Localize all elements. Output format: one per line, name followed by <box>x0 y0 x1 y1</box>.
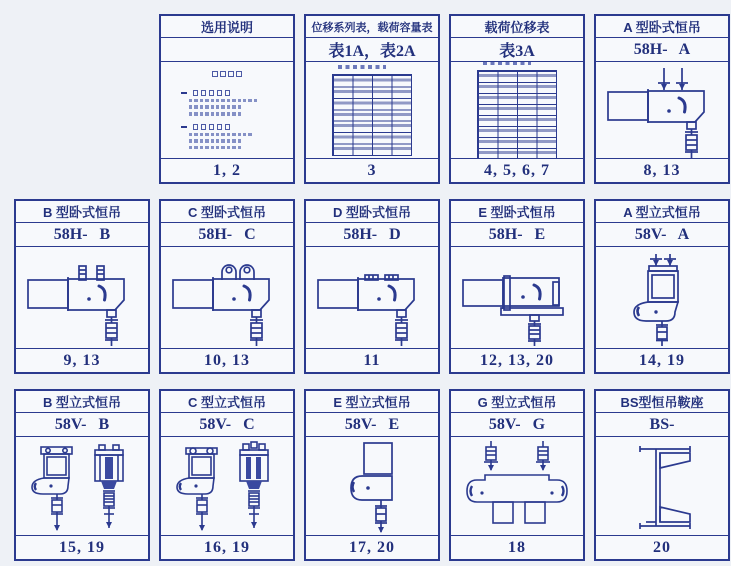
card-title: BS型恒吊鞍座 <box>596 391 728 413</box>
card-page-refs: 11 <box>306 348 438 372</box>
card-page-refs: 14, 19 <box>596 348 728 372</box>
type-g-vertical-hanger-drawing <box>451 438 583 534</box>
card-page-refs: 8, 13 <box>596 158 728 182</box>
card-58v-b <box>14 389 150 561</box>
card-load-displacement-table <box>449 14 585 184</box>
card-model-code: 58V- A <box>596 223 728 247</box>
card-page-refs: 9, 13 <box>16 348 148 372</box>
card-displacement-series-tables <box>304 14 440 184</box>
instructions-sketch <box>161 62 293 158</box>
type-a-horizontal-hanger-drawing <box>596 62 728 158</box>
card-model-code: 58V- B <box>16 413 148 437</box>
table-caption-sketch <box>483 62 531 65</box>
card-model-code: 58H- D <box>306 223 438 247</box>
card-title: A 型立式恒吊 <box>596 201 728 223</box>
card-title: 载荷位移表 <box>451 16 583 38</box>
card-page-refs: 3 <box>306 158 438 182</box>
card-page-refs: 16, 19 <box>161 535 293 559</box>
bs-saddle-drawing <box>596 438 728 534</box>
table-grid-sketch <box>477 70 557 159</box>
card-subtitle <box>161 38 293 62</box>
mini-table-sketch <box>332 65 412 156</box>
mini-table-sketch <box>477 62 557 158</box>
card-model-code: BS- <box>596 413 728 437</box>
card-title: C 型立式恒吊 <box>161 391 293 413</box>
card-selection-notes <box>159 14 295 184</box>
card-model-code: 58H- E <box>451 223 583 247</box>
card-title: C 型卧式恒吊 <box>161 201 293 223</box>
card-58h-a <box>594 14 730 184</box>
card-title: 位移系列表，载荷容量表 <box>306 16 438 38</box>
card-bs-saddle <box>594 389 730 561</box>
card-page-refs: 17, 20 <box>306 535 438 559</box>
table-caption-sketch <box>338 65 386 69</box>
table-grid-sketch <box>332 74 412 156</box>
card-title: E 型卧式恒吊 <box>451 201 583 223</box>
card-page-refs: 4, 5, 6, 7 <box>451 158 583 182</box>
card-page-refs: 12, 13, 20 <box>451 348 583 372</box>
card-title: B 型立式恒吊 <box>16 391 148 413</box>
card-page-refs: 1, 2 <box>161 158 293 182</box>
card-58h-d <box>304 199 440 374</box>
card-title: A 型卧式恒吊 <box>596 16 728 38</box>
card-subtitle: 表1A，表2A <box>306 38 438 62</box>
type-b-vertical-hanger-drawing <box>16 438 148 534</box>
card-model-code: 58H- B <box>16 223 148 247</box>
card-model-code: 58V- C <box>161 413 293 437</box>
card-subtitle: 表3A <box>451 38 583 62</box>
type-c-vertical-hanger-drawing <box>161 438 293 534</box>
card-58v-c <box>159 389 295 561</box>
card-page-refs: 18 <box>451 535 583 559</box>
hanger-selection-chart <box>14 14 730 561</box>
card-page-refs: 15, 19 <box>16 535 148 559</box>
card-model-code: 58V- G <box>451 413 583 437</box>
card-title: 选用说明 <box>161 16 293 38</box>
type-b-horizontal-hanger-drawing <box>16 250 148 346</box>
card-title: B 型卧式恒吊 <box>16 201 148 223</box>
card-58h-c <box>159 199 295 374</box>
card-title: D 型卧式恒吊 <box>306 201 438 223</box>
type-d-horizontal-hanger-drawing <box>306 250 438 346</box>
card-58v-g <box>449 389 585 561</box>
type-e-horizontal-hanger-drawing <box>451 250 583 346</box>
card-title: E 型立式恒吊 <box>306 391 438 413</box>
type-c-horizontal-hanger-drawing <box>161 250 293 346</box>
card-58v-a <box>594 199 730 374</box>
card-58h-b <box>14 199 150 374</box>
card-58v-e <box>304 389 440 561</box>
card-page-refs: 20 <box>596 535 728 559</box>
card-model-code: 58H- A <box>596 38 728 62</box>
type-e-vertical-hanger-drawing <box>306 438 438 534</box>
card-model-code: 58V- E <box>306 413 438 437</box>
card-model-code: 58H- C <box>161 223 293 247</box>
card-58h-e <box>449 199 585 374</box>
card-title: G 型立式恒吊 <box>451 391 583 413</box>
card-page-refs: 10, 13 <box>161 348 293 372</box>
type-a-vertical-hanger-drawing <box>596 250 728 346</box>
